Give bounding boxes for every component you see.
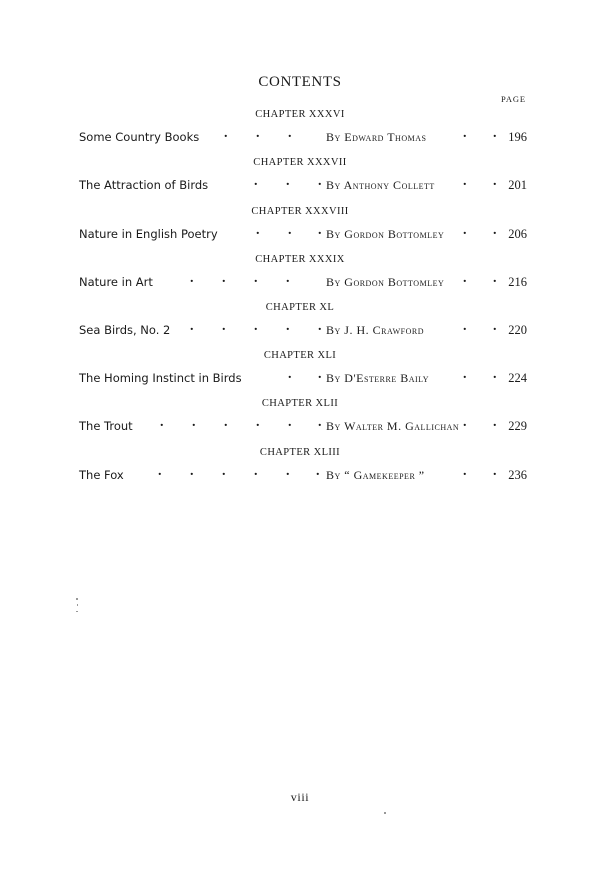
leader-dot: . bbox=[158, 464, 162, 479]
leader-dot: . bbox=[463, 464, 467, 479]
leader-dot: . bbox=[286, 174, 290, 189]
leader-dot: . bbox=[222, 464, 226, 479]
leader-dot: . bbox=[224, 415, 228, 430]
print-speck bbox=[76, 611, 78, 612]
entry-page-number: 201 bbox=[508, 178, 527, 192]
chapter-heading: CHAPTER XXXVIII bbox=[251, 206, 349, 217]
leader-dot: . bbox=[288, 415, 292, 430]
leader-dot: . bbox=[463, 319, 467, 334]
leader-dot: . bbox=[493, 271, 497, 286]
toc-entry bbox=[0, 319, 600, 341]
leader-dot: . bbox=[463, 126, 467, 141]
entry-page-number: 206 bbox=[508, 227, 527, 241]
leader-dot: . bbox=[256, 223, 260, 238]
entry-page-number: 236 bbox=[508, 468, 527, 482]
leader-dot: . bbox=[288, 367, 292, 382]
leader-dot: . bbox=[222, 319, 226, 334]
entry-title: Sea Birds, No. 2 bbox=[79, 323, 171, 337]
chapter-heading: CHAPTER XL bbox=[265, 302, 335, 313]
entry-page-number: 220 bbox=[508, 323, 527, 337]
toc-entry bbox=[0, 367, 600, 389]
entry-page-number: 216 bbox=[508, 275, 527, 289]
print-speck bbox=[77, 604, 78, 606]
leader-dot: . bbox=[463, 367, 467, 382]
leader-dot: . bbox=[286, 464, 290, 479]
entry-page-number: 224 bbox=[508, 371, 527, 385]
entry-author: By D'Esterre Baily bbox=[326, 371, 430, 385]
leader-dot: . bbox=[318, 415, 322, 430]
entry-author: By Gordon Bottomley bbox=[326, 275, 445, 289]
leader-dot: . bbox=[493, 319, 497, 334]
entry-page-number: 196 bbox=[508, 130, 527, 144]
leader-dot: . bbox=[288, 126, 292, 141]
leader-dot: . bbox=[160, 415, 164, 430]
leader-dot: . bbox=[493, 464, 497, 479]
page-column-label: PAGE bbox=[500, 94, 526, 104]
entry-title: Nature in Art bbox=[79, 275, 153, 289]
leader-dot: . bbox=[493, 126, 497, 141]
leader-dot: . bbox=[190, 319, 194, 334]
chapter-heading: CHAPTER XLIII bbox=[259, 447, 341, 458]
entry-author: By “ Gamekeeper ” bbox=[326, 468, 425, 482]
toc-entry bbox=[0, 126, 600, 148]
leader-dot: . bbox=[463, 174, 467, 189]
toc-entry bbox=[0, 415, 600, 437]
toc-entry bbox=[0, 271, 600, 293]
entry-title: The Fox bbox=[79, 468, 124, 482]
toc-entry bbox=[0, 464, 600, 486]
entry-title: Some Country Books bbox=[79, 130, 200, 144]
leader-dot: . bbox=[288, 223, 292, 238]
leader-dot: . bbox=[256, 415, 260, 430]
leader-dot: . bbox=[463, 415, 467, 430]
leader-dot: . bbox=[463, 223, 467, 238]
entry-title: The Trout bbox=[79, 419, 133, 433]
leader-dot: . bbox=[254, 319, 258, 334]
leader-dot: . bbox=[286, 319, 290, 334]
entry-author: By Edward Thomas bbox=[326, 130, 427, 144]
entry-title: The Attraction of Birds bbox=[79, 178, 209, 192]
print-speck bbox=[76, 598, 78, 600]
page-folio: viii bbox=[290, 790, 310, 804]
leader-dot: . bbox=[318, 223, 322, 238]
entry-title: The Homing Instinct in Birds bbox=[79, 371, 242, 385]
leader-dot: . bbox=[222, 271, 226, 286]
leader-dot: . bbox=[316, 464, 320, 479]
entry-author: By J. H. Crawford bbox=[326, 323, 424, 337]
leader-dot: . bbox=[192, 415, 196, 430]
chapter-heading: CHAPTER XXXIX bbox=[255, 254, 345, 265]
leader-dot: . bbox=[318, 174, 322, 189]
leader-dot: . bbox=[190, 271, 194, 286]
entry-author: By Anthony Collett bbox=[326, 178, 435, 192]
leader-dot: . bbox=[493, 223, 497, 238]
chapter-heading: CHAPTER XXXVI bbox=[255, 109, 345, 120]
toc-entry bbox=[0, 174, 600, 196]
print-speck bbox=[384, 812, 386, 814]
leader-dot: . bbox=[254, 174, 258, 189]
leader-dot: . bbox=[318, 319, 322, 334]
entry-author: By Walter M. Gallichan bbox=[326, 419, 460, 433]
chapter-heading: CHAPTER XLII bbox=[261, 398, 339, 409]
entry-page-number: 229 bbox=[508, 419, 527, 433]
chapter-heading: CHAPTER XLI bbox=[263, 350, 337, 361]
chapter-heading: CHAPTER XXXVII bbox=[253, 157, 347, 168]
leader-dot: . bbox=[493, 367, 497, 382]
leader-dot: . bbox=[493, 174, 497, 189]
entry-title: Nature in English Poetry bbox=[79, 227, 218, 241]
leader-dot: . bbox=[256, 126, 260, 141]
leader-dot: . bbox=[493, 415, 497, 430]
toc-entry bbox=[0, 223, 600, 245]
leader-dot: . bbox=[224, 126, 228, 141]
leader-dot: . bbox=[286, 271, 290, 286]
leader-dot: . bbox=[254, 464, 258, 479]
contents-heading: CONTENTS bbox=[258, 74, 342, 90]
leader-dot: . bbox=[254, 271, 258, 286]
leader-dot: . bbox=[463, 271, 467, 286]
entry-author: By Gordon Bottomley bbox=[326, 227, 445, 241]
leader-dot: . bbox=[190, 464, 194, 479]
leader-dot: . bbox=[318, 367, 322, 382]
